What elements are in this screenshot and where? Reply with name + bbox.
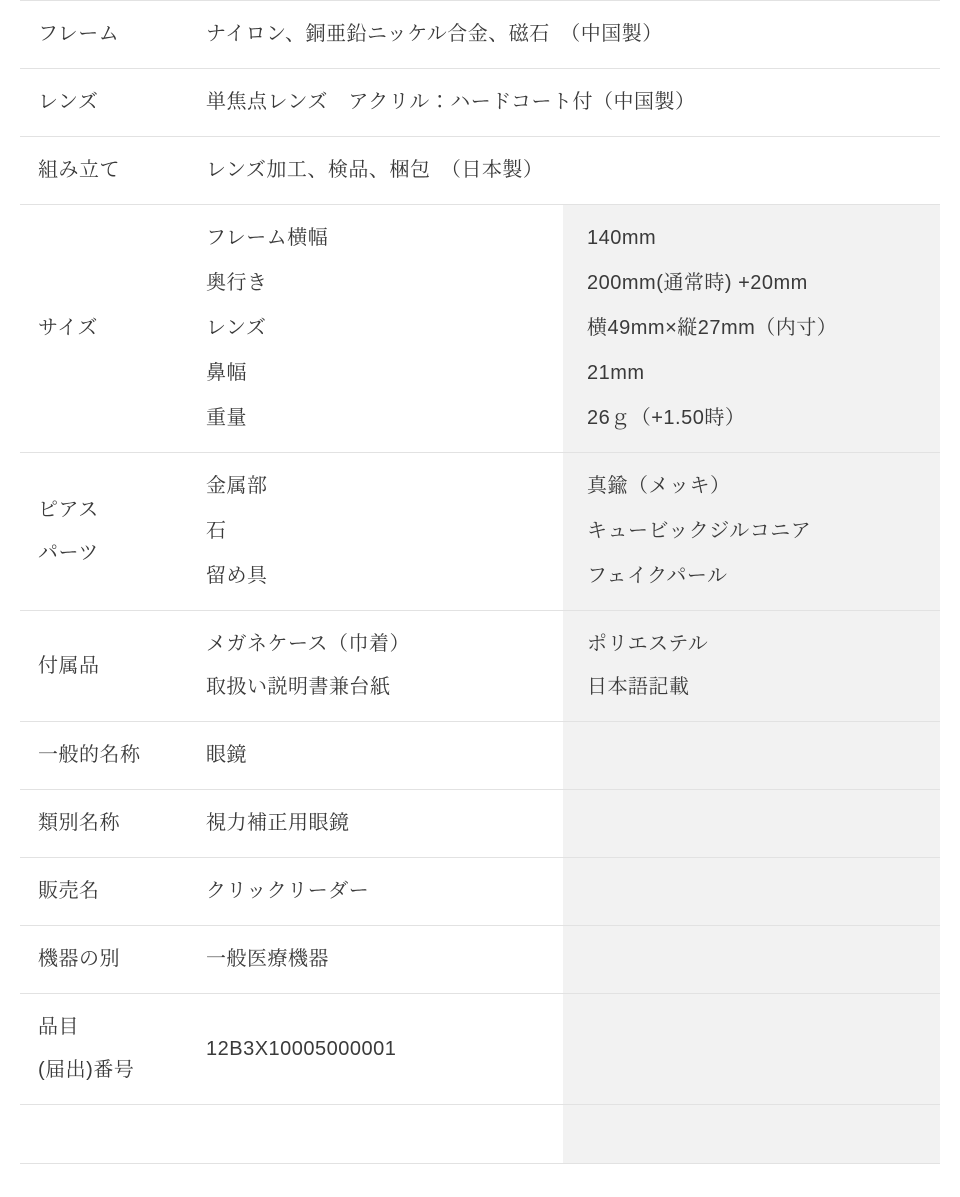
row-value-line: 一般医療機器 <box>206 948 329 970</box>
row-value-line: 留め具 <box>206 565 268 587</box>
row-detail <box>563 858 940 926</box>
row-detail-line: 真鍮（メッキ） <box>587 475 731 497</box>
row-value-line: 奥行き <box>206 272 268 294</box>
spacer-label-cell <box>20 1105 186 1164</box>
table-row <box>20 453 940 611</box>
row-detail <box>563 453 940 611</box>
row-label <box>20 453 186 611</box>
row-label-line: ピアス <box>38 498 99 521</box>
row-value-line: 眼鏡 <box>206 744 247 766</box>
row-value-line: 単焦点レンズ アクリル：ハードコート付（中国製） <box>206 91 696 113</box>
row-value-line: 石 <box>206 520 227 542</box>
row-label <box>20 926 186 994</box>
row-label <box>20 994 186 1105</box>
row-detail-line: 140mm <box>587 227 657 249</box>
row-value <box>186 611 563 722</box>
row-detail-line: 200mm(通常時) +20mm <box>587 272 808 294</box>
row-detail-line: フェイクパール <box>587 565 728 587</box>
row-label <box>20 69 186 137</box>
row-label <box>20 137 186 205</box>
row-label <box>20 205 186 453</box>
row-value <box>186 926 563 994</box>
row-value-line: 取扱い説明書兼台紙 <box>206 676 391 698</box>
table-row <box>20 790 940 858</box>
row-label-line: 組み立て <box>38 159 120 181</box>
row-value <box>186 1 940 69</box>
table-row <box>20 69 940 137</box>
row-label-line: 販売名 <box>38 880 100 902</box>
row-detail-line: 26ｇ（+1.50時） <box>587 407 746 429</box>
row-value-line: クリックリーダー <box>206 880 370 902</box>
product-spec-table <box>20 0 940 1164</box>
row-label <box>20 722 186 790</box>
row-detail <box>563 926 940 994</box>
row-detail <box>563 205 940 453</box>
row-label-line: 品目 <box>38 1016 79 1038</box>
row-label-line: フレーム <box>38 23 120 45</box>
row-value <box>186 453 563 611</box>
spacer-detail-cell <box>563 1105 940 1164</box>
row-label <box>20 611 186 722</box>
row-label-line: サイズ <box>38 317 98 339</box>
row-value-line: レンズ <box>206 317 267 339</box>
row-detail <box>563 611 940 722</box>
table-row <box>20 205 940 453</box>
table-row <box>20 926 940 994</box>
row-label-line: レンズ <box>38 91 99 113</box>
table-row <box>20 1 940 69</box>
row-detail <box>563 994 940 1105</box>
row-value <box>186 137 940 205</box>
row-label-line: 類別名称 <box>38 812 120 834</box>
row-label-line: パーツ <box>38 541 99 564</box>
row-value-line: 12B3X10005000001 <box>206 1037 397 1060</box>
row-value <box>186 69 940 137</box>
row-value-line: フレーム横幅 <box>206 227 329 249</box>
row-label <box>20 790 186 858</box>
row-value <box>186 858 563 926</box>
row-detail-line: キュービックジルコニア <box>587 520 812 542</box>
row-value-line: 鼻幅 <box>206 362 247 384</box>
table-row <box>20 611 940 722</box>
table-row <box>20 137 940 205</box>
row-label <box>20 858 186 926</box>
row-value-line: レンズ加工、検品、梱包 （日本製） <box>206 159 544 181</box>
spacer-value-cell <box>186 1105 563 1164</box>
table-row <box>20 722 940 790</box>
row-label <box>20 1 186 69</box>
row-value-line: メガネケース（巾着） <box>206 633 410 655</box>
row-value <box>186 790 563 858</box>
row-detail <box>563 722 940 790</box>
row-value-line: ナイロン、銅亜鉛ニッケル合金、磁石 （中国製） <box>206 23 663 45</box>
spec-table-body <box>20 1 940 1164</box>
row-value-line: 視力補正用眼鏡 <box>206 812 350 834</box>
row-label-line: (届出)番号 <box>38 1059 135 1081</box>
row-label-line: 付属品 <box>38 654 100 677</box>
row-label-line: 機器の別 <box>38 948 120 970</box>
table-row <box>20 858 940 926</box>
row-detail-line: 日本語記載 <box>587 676 690 698</box>
row-detail <box>563 790 940 858</box>
row-detail-line: ポリエステル <box>587 633 709 655</box>
row-label-line: 一般的名称 <box>38 744 141 766</box>
row-value <box>186 722 563 790</box>
table-row <box>20 994 940 1105</box>
row-value <box>186 205 563 453</box>
row-value <box>186 994 563 1105</box>
row-detail-line: 横49mm×縦27mm（内寸） <box>587 317 838 339</box>
row-value-line: 金属部 <box>206 475 268 497</box>
table-bottom-spacer <box>20 1105 940 1164</box>
row-value-line: 重量 <box>206 407 247 429</box>
row-detail-line: 21mm <box>587 362 645 384</box>
